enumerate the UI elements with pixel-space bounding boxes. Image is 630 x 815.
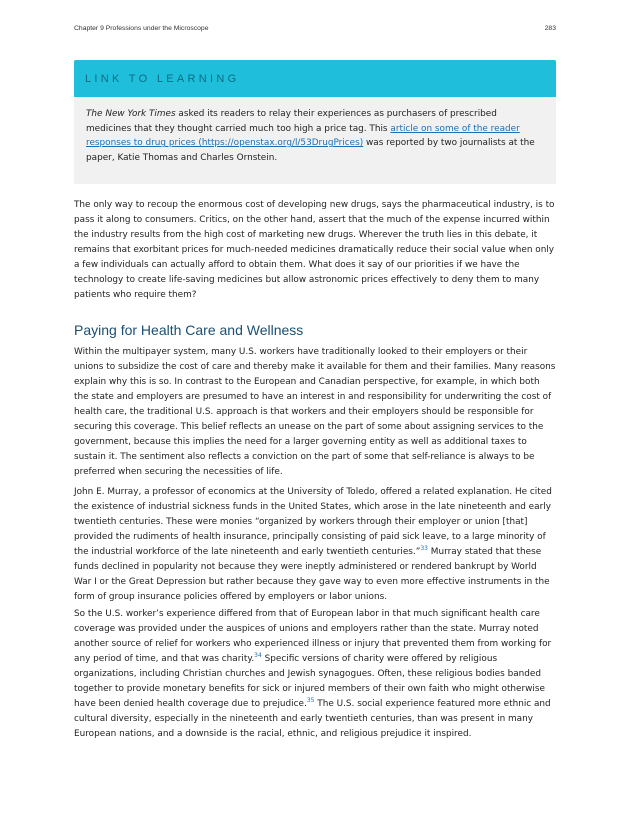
callout-title: LINK TO LEARNING <box>85 72 240 85</box>
paragraph-charity <box>74 607 556 742</box>
footnote-34[interactable]: 34 <box>254 651 262 659</box>
callout-text-1: asked its readers to relay their experiences as purchasers of prescribed medicines that they thought carried much too high a price tag. This <box>86 109 497 134</box>
paragraph-multipayer: Within the multipayer system, many U.S. workers have traditionally looked to their employers or their unions to subsidize the cost of care and thereby make it available for them and their families. Many reasons explain why this is so. In contrast to the European and Canadian perspective, for example, in which both the state and employers are presumed to have an interest in and responsibility for underwriting the cost of health care, the traditional U.S. approach is that workers and their employers should be responsible for securing this coverage. This belief reflects an unease on the part of some about assigning services to the government, because this implies the need for a larger governing entity as well as additional taxes to sustain it. The sentiment also reflects a conviction on the part of some that self-reliance is always to be preferred when securing the necessities of life. <box>74 347 556 477</box>
paragraph-murray-text-1: John E. Murray, a professor of economics at the University of Toledo, offered a related explanation. He cited the existence of industrial sickness funds in the United States, which arose in the late nineteenth and early twentieth centuries. These were monies “organized by workers through their employer or union [that] provided the rudiments of health insurance, principally consisting of paid sick leave, to a large minority of the industrial workforce of the late nineteenth and early twentieth centuries.” <box>74 487 552 557</box>
publication-name: The New York Times <box>86 109 176 119</box>
section-heading: Paying for Health Care and Wellness <box>74 322 304 338</box>
paragraph-murray <box>74 485 556 605</box>
intro-paragraph: The only way to recoup the enormous cost of developing new drugs, says the pharmaceutical industry, is to pass it along to consumers. Critics, on the other hand, assert that the much of the expense incurred within the industry results from the high cost of marketing new drugs. Wherever the truth lies in this debate, it remains that exorbitant prices for much-needed medicines dramatically reduce their social value when only a few individuals can actually afford to obtain them. What does it say of our priorities if we have the technology to create life-saving medicines but allow astronomic prices effectively to deny them to many patients who require them? <box>74 200 555 300</box>
callout-text-2: was reported by two journalists at the paper, Katie Thomas and Charles Ornstein. <box>86 138 535 163</box>
drug-prices-article-link[interactable]: article on some of the reader responses to drug prices (https://openstax.org/l/53DrugPrices) <box>86 123 520 149</box>
paragraph-charity-text-3: The U.S. social experience featured more ethnic and cultural diversity, especially in the nineteenth and early twentieth centuries, than was present in many European nations, and a downside is the racial, ethnic, and religious prejudice it inspired. <box>74 698 551 739</box>
callout-header <box>74 60 556 97</box>
running-header <box>74 25 556 37</box>
paragraph-charity-text-2: Specific versions of charity were offered by religious organizations, including Christian churches and Jewish synagogues. Often, these religious bodies banded together to provide monetary benefits for sick or injured members of their own faith who might otherwise have been denied health coverage due to prejudice. <box>74 653 545 709</box>
chapter-title: Chapter 9 Professions under the Microscope <box>74 25 209 32</box>
paragraph-charity-text-1: So the U.S. worker’s experience differed from that of European labor in that much significant health care coverage was provided under the auspices of unions and employers rather than the state. Murray noted another source of relief for workers who experienced illness or injury that prevented them from working for any period of time, and that was charity. <box>74 609 552 664</box>
callout-body <box>74 97 556 165</box>
paragraph-murray-text-2: Murray stated that these funds declined in popularity not because they were ineptly administered or rendered bankrupt by World War I or the Great Depression but rather because they gave way to even more effective instruments in the form of group insurance policies offered by employers or labor unions. <box>74 546 550 602</box>
footnote-33[interactable]: 33 <box>420 544 428 552</box>
page-number: 283 <box>544 25 556 32</box>
footnote-35[interactable]: 35 <box>306 696 315 704</box>
link-to-learning-box <box>74 60 556 184</box>
